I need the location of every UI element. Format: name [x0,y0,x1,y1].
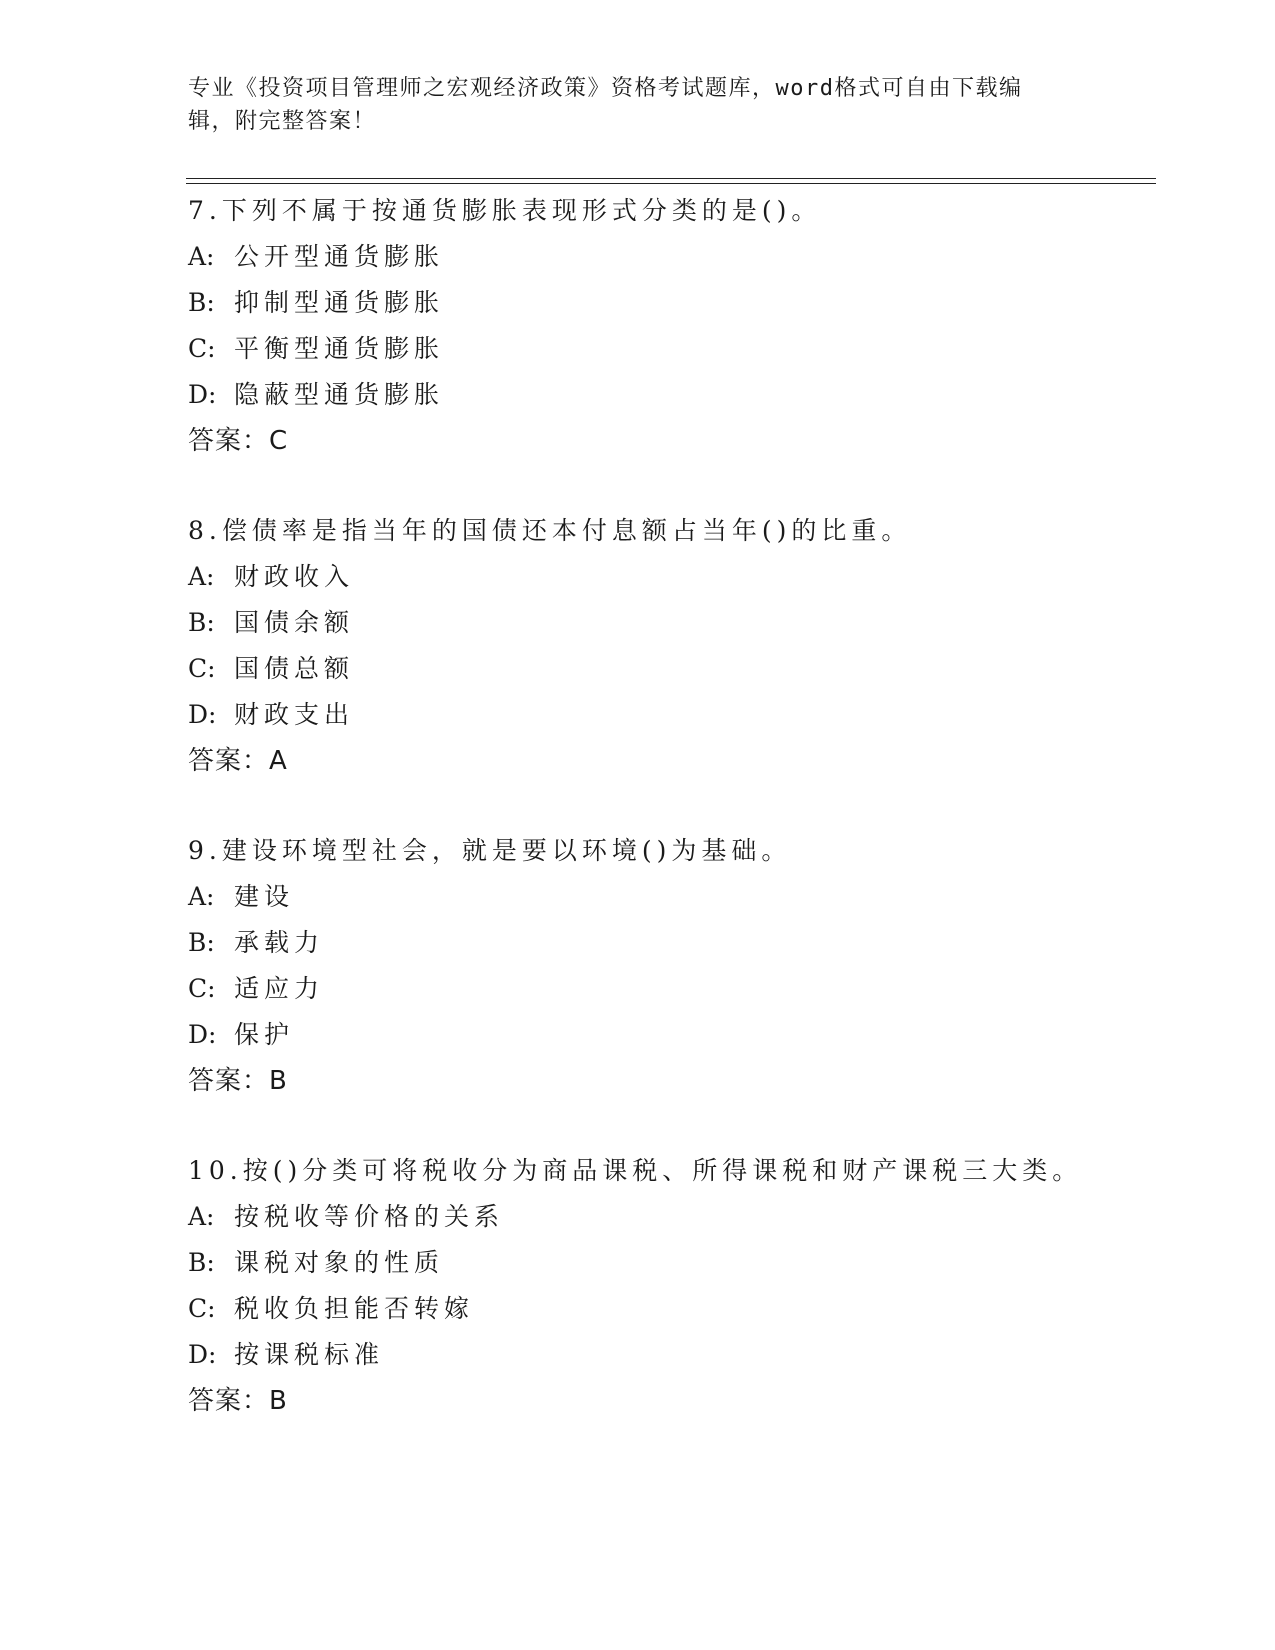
option-text: 课税对象的性质 [234,1248,445,1277]
answer-line: 答案：C [188,426,289,456]
option-b [188,280,1188,326]
option-b [188,1240,1188,1286]
question-stem: 8.偿债率是指当年的国债还本付息额占当年()的比重。 [188,516,912,545]
answer-line: 答案：B [188,1066,288,1096]
option-a [188,554,1188,600]
option-text: 保护 [234,1020,295,1049]
option-text: 公开型通货膨胀 [234,242,445,271]
option-letter: B: [188,1248,215,1277]
option-c [188,646,1188,692]
option-letter: C: [188,654,216,683]
option-text: 税收负担能否转嫁 [234,1294,475,1323]
option-letter: B: [188,288,215,317]
option-letter: A: [188,242,215,271]
option-d [188,372,1188,418]
header-divider-top [186,178,1156,179]
option-letter: C: [188,974,216,1003]
option-text: 适应力 [234,974,325,1003]
option-b [188,920,1188,966]
question-stem: 7.下列不属于按通货膨胀表现形式分类的是()。 [188,196,822,225]
option-letter: A: [188,562,215,591]
answer-line: 答案：A [188,746,288,776]
option-d [188,1332,1188,1378]
option-letter: C: [188,334,216,363]
option-a [188,874,1188,920]
header-line-2: 辑，附完整答案！ [188,109,377,134]
question-stem: 10.按()分类可将税收分为商品课税、所得课税和财产课税三大类。 [188,1156,1083,1185]
option-letter: D: [188,1020,217,1049]
option-letter: C: [188,1294,216,1323]
option-text: 财政收入 [234,562,355,591]
option-text: 按税收等价格的关系 [234,1202,505,1231]
option-letter: B: [188,928,215,957]
option-text: 平衡型通货膨胀 [234,334,445,363]
header-divider-bottom [186,183,1156,184]
question-block [188,508,1188,784]
option-c [188,966,1188,1012]
option-text: 国债总额 [234,654,355,683]
option-letter: D: [188,380,217,409]
option-text: 抑制型通货膨胀 [234,288,445,317]
option-letter: B: [188,608,215,637]
question-stem: 9.建设环境型社会，就是要以环境()为基础。 [188,836,792,865]
question-block [188,188,1188,464]
option-text: 财政支出 [234,700,355,729]
question-block [188,1148,1188,1424]
answer-line: 答案：B [188,1386,288,1416]
option-c [188,326,1188,372]
option-d [188,692,1188,738]
option-b [188,600,1188,646]
option-text: 国债余额 [234,608,355,637]
option-letter: D: [188,1340,217,1369]
option-text: 建设 [234,882,295,911]
document-header [188,72,1088,138]
option-c [188,1286,1188,1332]
option-text: 按课税标准 [234,1340,385,1369]
option-letter: A: [188,882,215,911]
option-letter: A: [188,1202,215,1231]
header-line-1: 专业《投资项目管理师之宏观经济政策》资格考试题库，word格式可自由下载编 [188,76,1023,101]
option-text: 隐蔽型通货膨胀 [234,380,445,409]
question-block [188,828,1188,1104]
option-letter: D: [188,700,217,729]
option-text: 承载力 [234,928,325,957]
option-d [188,1012,1188,1058]
option-a [188,1194,1188,1240]
option-a [188,234,1188,280]
